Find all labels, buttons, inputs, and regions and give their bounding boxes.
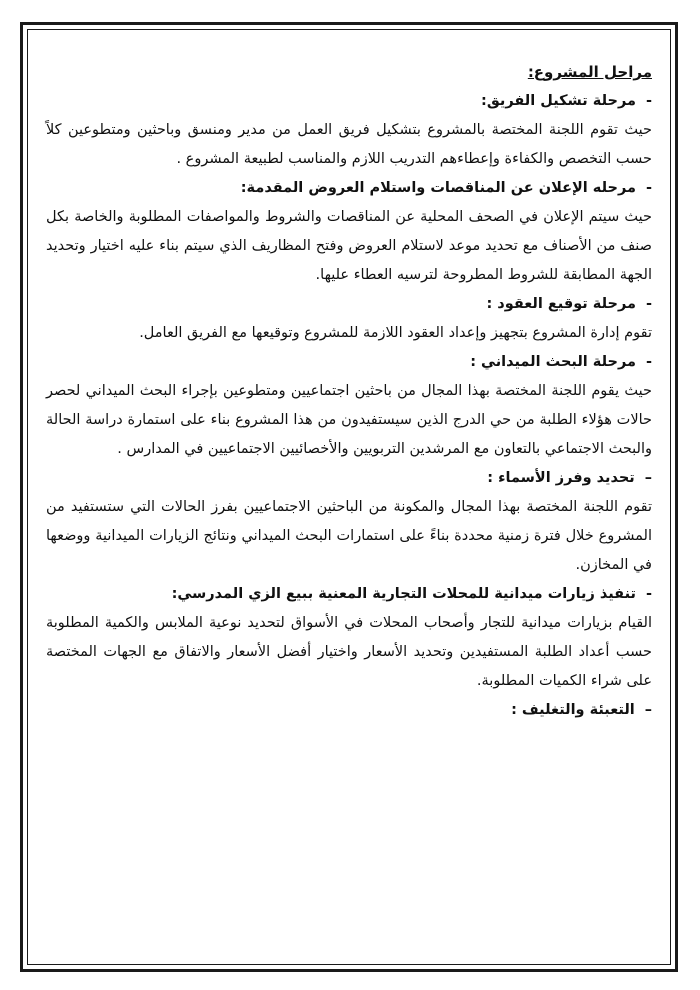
section-paragraph: حيث تقوم اللجنة المختصة بالمشروع بتشكيل فريق العمل من مدير ومنسق وباحثين ومتطوعين كلاً حسب التخصص والكفاءة وإعطاءهم التدريب اللازم والمناسب لطبيعة المشروع . bbox=[46, 122, 652, 167]
section-contract-signing bbox=[46, 290, 652, 348]
section-paragraph: تقوم إدارة المشروع بتجهيز وإعداد العقود اللازمة للمشروع وتوقيعها مع الفريق العامل. bbox=[139, 325, 652, 341]
heading-text: تنفيذ زيارات ميدانية للمحلات التجارية المعنية ببيع الزي المدرسي: bbox=[171, 586, 636, 602]
list-marker: - bbox=[645, 296, 652, 312]
section-paragraph: حيث يقوم اللجنة المختصة بهذا المجال من باحثين اجتماعيين ومتطوعين بإجراء البحث الميداني لحصر حالات هؤلاء الطلبة من حي الدرج الذين سيستفيدون من هذا المشروع بناء على استمارة دراسة الحالة والبحث الاجتماعي بالتعاون مع المرشدين التربويين والأخصائيين الاجتماعيين في المدارس . bbox=[46, 383, 652, 457]
section-heading bbox=[46, 348, 652, 377]
list-marker: – bbox=[644, 702, 652, 718]
document-title: مراحل المشروع: bbox=[527, 63, 652, 81]
list-marker: - bbox=[645, 180, 652, 196]
heading-text: التعبئة والتغليف : bbox=[511, 702, 635, 718]
section-heading bbox=[46, 696, 652, 725]
heading-text: مرحلة تشكيل الفريق: bbox=[481, 93, 636, 109]
section-heading bbox=[46, 87, 652, 116]
section-heading bbox=[46, 464, 652, 493]
section-heading bbox=[46, 580, 652, 609]
heading-text: مرحلة توقيع العقود : bbox=[486, 296, 636, 312]
document-body bbox=[46, 58, 652, 725]
list-marker: - bbox=[645, 354, 652, 370]
heading-text: مرحلة البحث الميداني : bbox=[470, 354, 636, 370]
section-packaging bbox=[46, 696, 652, 725]
section-paragraph: حيث سيتم الإعلان في الصحف المحلية عن المناقصات والشروط والمواصفات المطلوبة والخاصة بكل صنف من الأصناف مع تحديد موعد لاستلام العروض وفتح المظاريف الذي سيتم بناء عليه اختيار وتحديد الجهة المطابقة للشروط المطروحة لترسيه العطاء عليها. bbox=[46, 209, 652, 283]
list-marker: - bbox=[645, 586, 652, 602]
list-marker: – bbox=[644, 470, 652, 486]
section-heading bbox=[46, 174, 652, 203]
section-name-sorting bbox=[46, 464, 652, 580]
section-store-visits bbox=[46, 580, 652, 696]
list-marker: - bbox=[645, 93, 652, 109]
section-team-formation bbox=[46, 87, 652, 174]
heading-text: تحديد وفرز الأسماء : bbox=[487, 470, 635, 486]
section-paragraph: القيام بزيارات ميدانية للتجار وأصحاب المحلات في الأسواق لتحديد نوعية الملابس والكمية المطلوبة حسب أعداد الطلبة المستفيدين وتحديد الأسعار واختيار أفضل الأسعار والاتفاق مع الجهات المختصة على شراء الكميات المطلوبة. bbox=[46, 615, 652, 689]
section-field-research bbox=[46, 348, 652, 464]
section-paragraph: تقوم اللجنة المختصة بهذا المجال والمكونة من الباحثين الاجتماعيين بفرز الحالات التي ستستفيد من المشروع خلال فترة زمنية محددة بناءً على استمارات البحث الميداني ونتائج الزيارات الميدانية ووضعها في المخازن. bbox=[46, 499, 652, 573]
section-heading bbox=[46, 290, 652, 319]
heading-text: مرحله الإعلان عن المناقصات واستلام العروض المقدمة: bbox=[240, 180, 636, 196]
section-tender-announcement bbox=[46, 174, 652, 290]
